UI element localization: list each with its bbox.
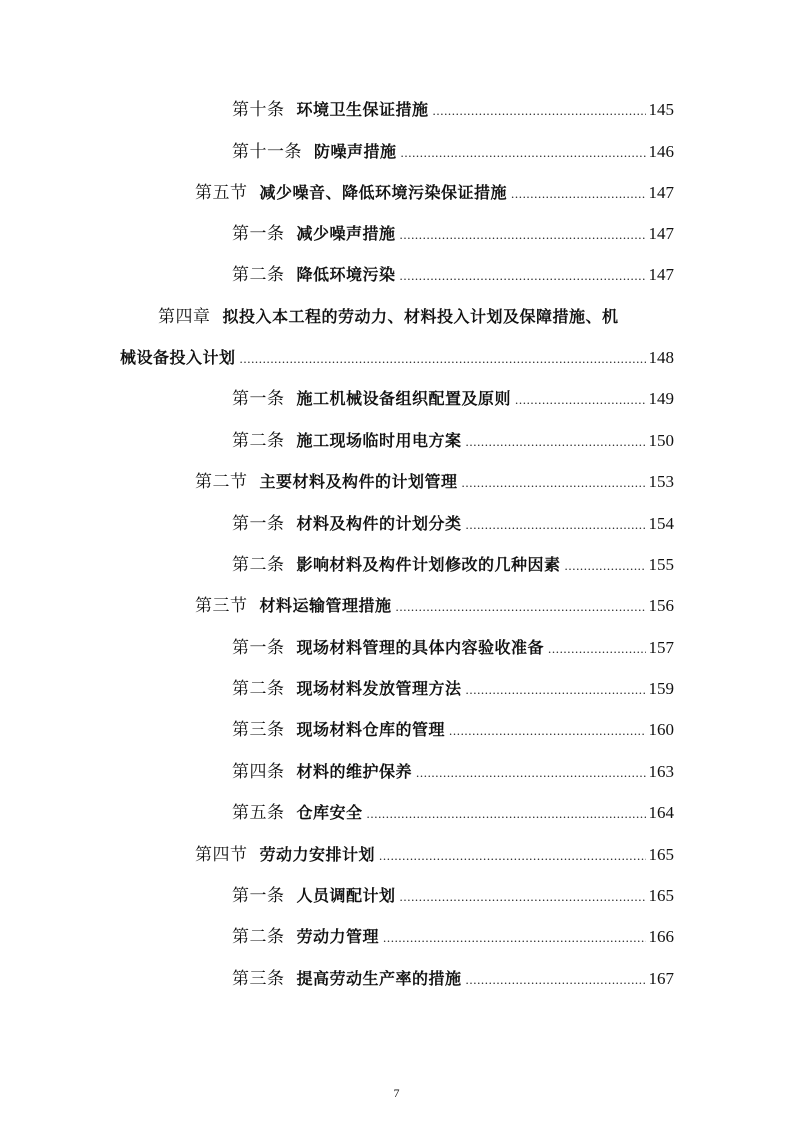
toc-leader-dots <box>466 967 646 993</box>
toc-chapter-entry-continued[interactable] <box>120 345 674 371</box>
toc-leader-dots <box>511 181 645 207</box>
page-number: 7 <box>393 1086 400 1100</box>
toc-entry[interactable] <box>232 759 674 785</box>
toc-chapter-entry[interactable] <box>158 304 678 330</box>
toc-entry[interactable] <box>195 469 674 495</box>
toc-entry[interactable] <box>232 139 674 165</box>
toc-entry-title: 劳动力管理 <box>296 927 380 946</box>
toc-entry-label: 第三条 <box>232 720 285 740</box>
toc-entry-title: 提高劳动生产率的措施 <box>296 969 462 988</box>
toc-leader-dots <box>400 222 646 248</box>
toc-entry-page: 147 <box>648 265 674 284</box>
toc-leader-dots <box>379 843 645 869</box>
toc-entry-title: 现场材料发放管理方法 <box>296 679 462 698</box>
toc-entry-page: 149 <box>648 389 674 408</box>
toc-entry[interactable] <box>232 924 674 950</box>
toc-entry-title: 防噪声措施 <box>314 142 397 161</box>
toc-entry-label: 第一条 <box>232 514 285 534</box>
toc-entry-label: 第一条 <box>232 389 285 409</box>
toc-leader-dots <box>466 512 646 538</box>
toc-leader-dots <box>400 263 646 289</box>
toc-leader-dots <box>466 429 646 455</box>
toc-entry[interactable] <box>195 593 674 619</box>
toc-entry-title: 材料运输管理措施 <box>259 596 392 615</box>
toc-entry-page: 167 <box>648 969 674 988</box>
toc-entry-page: 155 <box>648 555 674 574</box>
toc-entry-title: 减少噪声措施 <box>296 224 396 243</box>
toc-entry-title: 劳动力安排计划 <box>259 845 376 864</box>
toc-entry-label: 第二条 <box>232 431 285 451</box>
toc-entry-page: 145 <box>648 100 674 119</box>
toc-entry[interactable] <box>232 717 674 743</box>
toc-leader-dots <box>565 553 646 579</box>
toc-entry-label: 第一条 <box>232 638 285 658</box>
toc-entry-page: 164 <box>648 803 674 822</box>
toc-entry-title: 施工机械设备组织配置及原则 <box>296 389 512 408</box>
toc-leader-dots <box>466 677 646 703</box>
toc-entry-label: 第四节 <box>195 845 248 865</box>
toc-entry-page: 146 <box>648 142 674 161</box>
toc-entry-title: 影响材料及构件计划修改的几种因素 <box>296 555 561 574</box>
toc-entry-title: 材料及构件的计划分类 <box>296 514 462 533</box>
toc-entry-page: 153 <box>648 472 674 491</box>
toc-entry-label: 第三条 <box>232 969 285 989</box>
toc-entry-page: 156 <box>648 596 674 615</box>
toc-entry[interactable] <box>195 842 674 868</box>
toc-entry-page: 165 <box>648 845 674 864</box>
toc-entry-title: 施工现场临时用电方案 <box>296 431 462 450</box>
toc-entry-page: 159 <box>648 679 674 698</box>
toc-entry-title: 降低环境污染 <box>296 265 396 284</box>
toc-entry-label: 第五节 <box>195 183 248 203</box>
toc-leader-dots <box>240 346 646 372</box>
toc-entry-title: 拟投入本工程的劳动力、材料投入计划及保障措施、机 <box>222 307 619 326</box>
toc-entry-title-continued: 械设备投入计划 <box>120 348 236 367</box>
toc-leader-dots <box>416 760 645 786</box>
toc-leader-dots <box>401 140 646 166</box>
toc-entry-title: 减少噪音、降低环境污染保证措施 <box>259 183 508 202</box>
toc-entry[interactable] <box>232 428 674 454</box>
toc-entry[interactable] <box>232 676 674 702</box>
toc-entry[interactable] <box>232 635 674 661</box>
toc-entry-label: 第二条 <box>232 679 285 699</box>
toc-entry[interactable] <box>232 800 674 826</box>
toc-entry[interactable] <box>195 180 674 206</box>
toc-entry[interactable] <box>232 552 674 578</box>
toc-leader-dots <box>462 470 646 496</box>
toc-leader-dots <box>383 925 645 951</box>
toc-entry-title: 环境卫生保证措施 <box>296 100 429 119</box>
toc-entry-page: 157 <box>648 638 674 657</box>
toc-entry-label: 第四条 <box>232 762 285 782</box>
toc-leader-dots <box>449 718 645 744</box>
toc-entry-title: 人员调配计划 <box>296 886 396 905</box>
toc-entry[interactable] <box>232 511 674 537</box>
toc-entry-page: 150 <box>648 431 674 450</box>
toc-entry[interactable] <box>232 97 674 123</box>
toc-leader-dots <box>400 884 646 910</box>
toc-entry[interactable] <box>232 386 674 412</box>
toc-entry-page: 147 <box>648 183 674 202</box>
toc-entry-page: 163 <box>648 762 674 781</box>
toc-leader-dots <box>396 594 646 620</box>
toc-leader-dots <box>548 636 645 662</box>
toc-entry-title: 现场材料管理的具体内容验收准备 <box>296 638 545 657</box>
toc-entry-label: 第二条 <box>232 265 285 285</box>
toc-entry-page: 165 <box>648 886 674 905</box>
toc-entry-title: 主要材料及构件的计划管理 <box>259 472 458 491</box>
toc-entry[interactable] <box>232 966 674 992</box>
toc-leader-dots <box>515 387 645 413</box>
toc-entry[interactable] <box>232 883 674 909</box>
toc-entry-title: 材料的维护保养 <box>296 762 413 781</box>
toc-entry-label: 第一条 <box>232 224 285 244</box>
toc-entry-title: 现场材料仓库的管理 <box>296 720 446 739</box>
toc-entry[interactable] <box>232 262 674 288</box>
toc-entry-label: 第十条 <box>232 100 285 120</box>
toc-entry-label: 第二条 <box>232 555 285 575</box>
toc-entry-label: 第二节 <box>195 472 248 492</box>
toc-entry-page: 147 <box>648 224 674 243</box>
toc-entry-label: 第四章 <box>158 307 211 327</box>
toc-entry-label: 第五条 <box>232 803 285 823</box>
toc-entry-page: 154 <box>648 514 674 533</box>
toc-entry-page: 148 <box>648 348 674 367</box>
toc-entry-page: 160 <box>648 720 674 739</box>
toc-entry[interactable] <box>232 221 674 247</box>
toc-leader-dots <box>367 801 646 827</box>
toc-entry-title: 仓库安全 <box>296 803 363 822</box>
toc-entry-label: 第二条 <box>232 927 285 947</box>
toc-entry-page: 166 <box>648 927 674 946</box>
toc-entry-label: 第一条 <box>232 886 285 906</box>
toc-entry-label: 第三节 <box>195 596 248 616</box>
toc-entry-label: 第十一条 <box>232 142 302 162</box>
toc-leader-dots <box>433 98 646 124</box>
